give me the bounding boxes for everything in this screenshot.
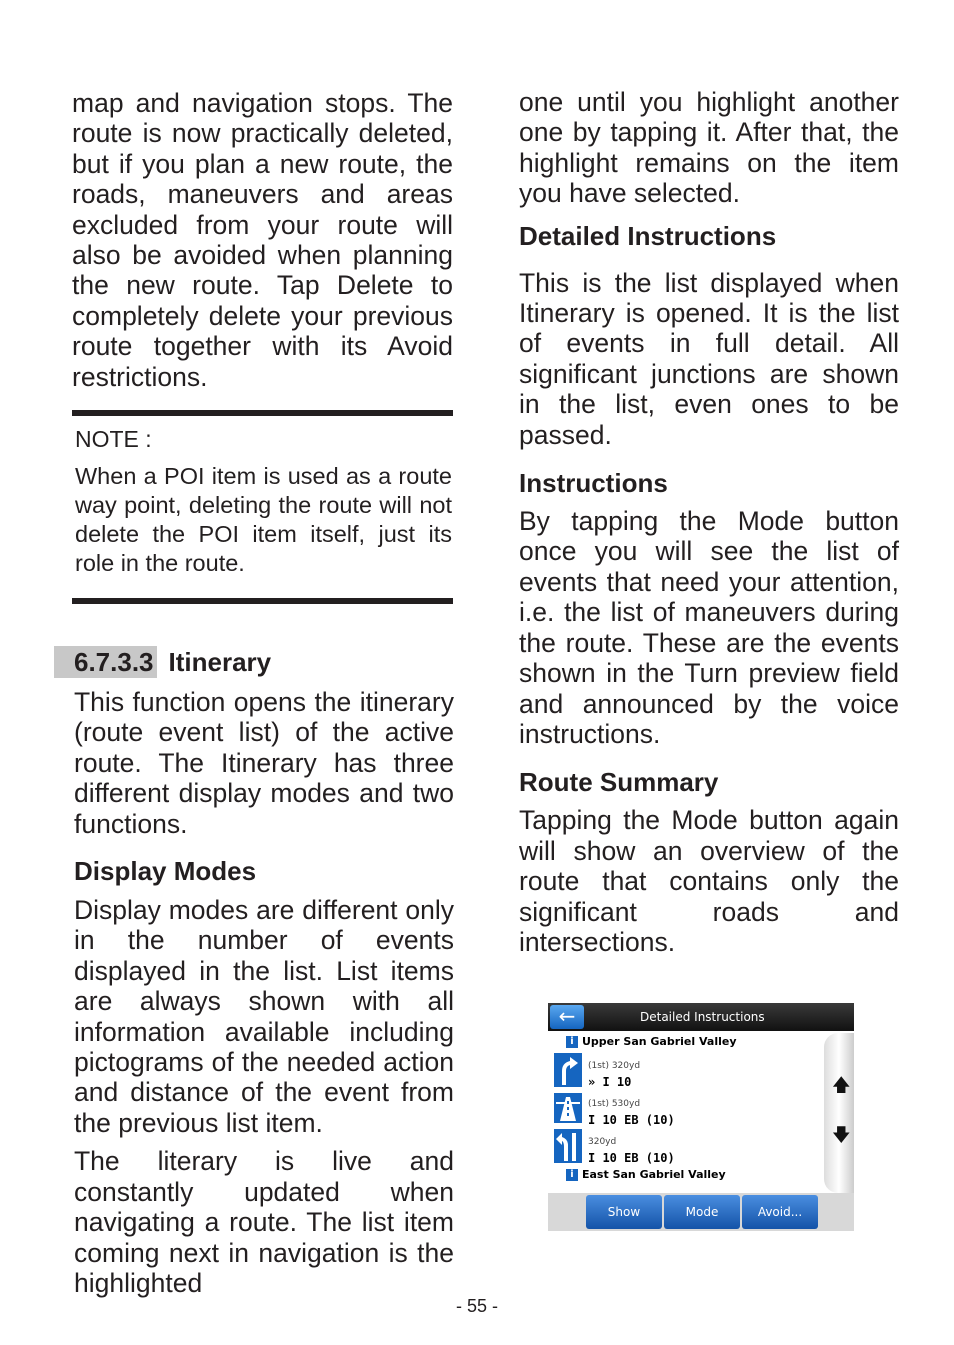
heading-detailed-instructions: Detailed Instructions [519,220,777,251]
avoid-button[interactable]: Avoid... [742,1195,818,1229]
event-distance: 320yd [588,1137,617,1147]
screen-title: Detailed Instructions [640,1010,765,1024]
scroll-down-icon[interactable]: 🡇 [832,1125,851,1146]
scrollbar[interactable] [824,1033,854,1193]
heading-route-summary: Route Summary [519,767,719,798]
paragraph: The literary is live and constantly updated when navigating a route. The list item coming next in navigation is the highlighted [74,1146,454,1298]
note-label: NOTE : [75,426,152,452]
title-bar [548,1003,854,1031]
itinerary-screenshot [548,1003,854,1231]
scroll-up-icon[interactable]: 🡅 [832,1075,851,1096]
event-road: » I 10 [588,1075,632,1089]
event-distance: (1st) 530yd [588,1099,641,1109]
event-road: I 10 EB (10) [588,1113,675,1127]
section-number: 6.7.3.3 [54,646,157,678]
button-bar [548,1193,854,1231]
paragraph: map and navigation stops. The route is now practically deleted, but if you plan a new route, the roads, maneuvers and areas excluded from your route will also be avoided when planning the new route. Tap Delete to completely delete your previous route together with its Avoid restrictions. [72,88,453,392]
event-distance: (1st) 320yd [588,1061,641,1071]
note-text: When a POI item is used as a route way point, deleting the route will not delete the POI item itself, just its role in the route. [75,463,452,576]
list-item[interactable]: i East San Gabriel Valley [566,1168,726,1181]
heading-instructions: Instructions [519,468,668,499]
event-road: I 10 EB (10) [588,1151,675,1165]
turn-icon [554,1129,582,1163]
mode-button[interactable]: Mode [664,1195,740,1229]
note-bottom-rule [72,598,453,604]
note-box [75,424,452,578]
info-icon: i [566,1169,578,1181]
section-title: Itinerary [168,646,272,677]
paragraph: one until you highlight another one by tapping it. After that, the highlight remains on the item you have selected. [519,87,899,209]
turn-icon [554,1053,582,1087]
info-icon: i [566,1036,578,1048]
section-heading [54,646,271,678]
left-column [72,88,453,392]
back-arrow-icon[interactable]: ← [550,1005,584,1029]
paragraph: This function opens the itinerary (route event list) of the active route. The Itinerary has three different display modes and two functions. [74,687,454,839]
highway-icon [554,1093,582,1123]
paragraph: Tapping the Mode button again will show an overview of the route that contains only the significant roads and intersections. [519,805,899,957]
paragraph: This is the list displayed when Itinerary is opened. It is the list of events in full detail. All significant junctions are shown in the list, even ones to be passed. [519,267,899,450]
right-column [519,87,899,957]
note-top-rule [72,410,453,416]
paragraph: Display modes are different only in the number of events displayed in the list. List items are always shown with all information available including pictograms of the needed action and distance of the event from the previous list item. [74,895,454,1138]
page-number: - 55 - [455,1296,498,1316]
paragraph: By tapping the Mode button once you will see the list of events that need your attention, i.e. the list of maneuvers during the route. These are the events shown in the Turn preview field and announced by the voice instructions. [519,506,899,749]
heading-display-modes: Display Modes [74,856,257,887]
left-column-lower [74,687,454,1298]
show-button[interactable]: Show [586,1195,662,1229]
list-item[interactable]: i Upper San Gabriel Valley [566,1035,737,1048]
